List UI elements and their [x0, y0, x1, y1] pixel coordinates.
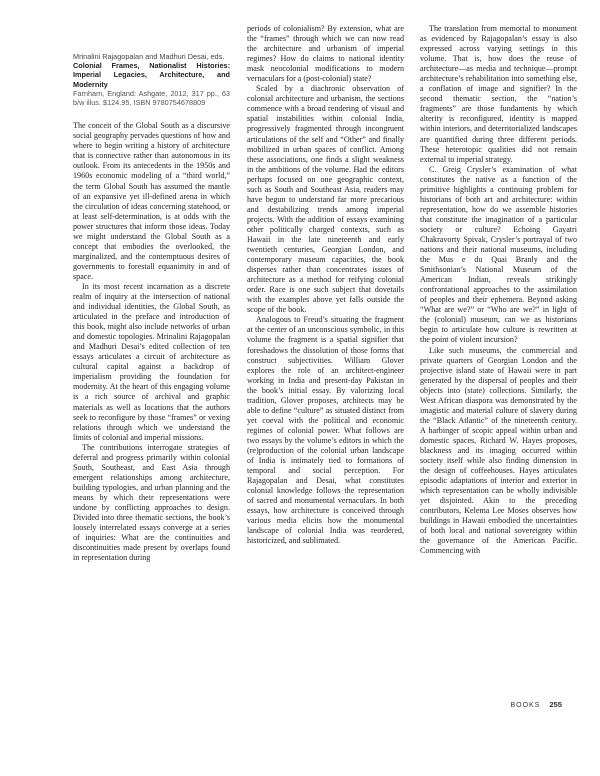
paragraph: The translation from memorial to monument as evidenced by Rajagopalan’s essay is also expressed across varying settings in this volume. That is, how does the reuse of architecture—as media and technique—prompt architecture’s rehabilitation into something else, a conflation of image and signifier? In the second thematic section, the “nation’s fragments” are those fundaments by which alterity is reconfigured, identity is mapped within interiors, and deterritorialized landscapes are quantified during three different periods. These heterotopic qualities did not remain external to imperial strategy.: [420, 24, 577, 164]
paragraph: Analogous to Freud’s situating the fragment at the center of an unconscious symbolic, in this volume the fragment is a spatial signifier that foreshadows the dissolution of those forms that construct subjectivities. William Glover explores the role of an architect-engineer working in India and present-day Pakistan in the book’s initial essay. By valorizing local tradition, Glover proposes, architects may be able to define “culture” as situated distinct from yet coeval with the political and economic regimes of colonial power. What follows are two essays by the volume’s editors in which the (re)production of the colonial urban landscape of India is intimately tied to formations of temporal and social perception. For Rajagopalan and Desai, what constitutes colonial knowledge follows the representation of sacred and monumental vernaculars. In both essays, how architecture is conceived through various media elicits how the monumental landscape of colonial India was reordered, historicized, and sublimated.: [247, 315, 404, 546]
page-footer: [510, 700, 562, 709]
column-2: [247, 24, 404, 546]
paragraph: Scaled by a diachronic observation of colonial architecture and urbanism, the sections commence with a broad rendering of visual and spatial instabilities within colonial India, progressively fragmented through incongruent articulations of the self and “Other” and finally mobilized in urban spaces of conflict. Among these associations, one finds a slight weakness in the ambitions of the volume. Had the editors perhaps focused on one geographic context, such as South and Southeast Asia, readers may have begun to understand far more precarious and destabilizing trends among imperial projects. With the addition of essays examining other politically charged contexts, such as Hawaii in the late nineteenth and early twentieth centuries, Georgian London, and contemporary museum capacities, the book disperses rather than concentrates issues of architecture as a method for reifying colonial order. Race is one such subject that dovetails with the examples above yet falls outside the scope of the book.: [247, 84, 404, 315]
footer-section-label: BOOKS: [510, 702, 541, 709]
column-3: [420, 24, 577, 556]
review-authors: Mrinalini Rajagopalan and Madhuri Desai, eds.: [73, 52, 225, 61]
review-header: [73, 52, 230, 107]
review-book-title: Colonial Frames, Nationalist Histories: Imperial Legacies, Architecture, and Modernity: [73, 61, 230, 89]
paragraph: In its most recent incarnation as a discrete realm of inquiry at the intersection of national and individual identities, the Global South, as articulated in the preface and introduction of this book, might also include networks of urban and domestic topologies. Mrinalini Rajagopalan and Madhuri Desai’s edited collection of ten essays articulates a circuit of architecture as cultural capital against a backdrop of imperialism providing the foundation for modernity. At the heart of this engaging volume is a rich source of archival and graphic materials as well as locations that the authors seek to reconfigure by those “frames” or vexing relations through which we understand the limits of colonial and imperial missions.: [73, 281, 230, 442]
page-number: 255: [549, 700, 562, 709]
paragraph: C. Greig Crysler’s examination of what constitutes the native as a function of the primitive highlights a continuing problem for historians of both art and architecture: within representation, how do we assemble histories that constitute the imagination of a particular society or culture? Echoing Gayatri Chakravorty Spivak, Crysler’s portrayal of two nations and their national museums, including the Mus e du Quai Branly and the Smithsonian’s National Museum of the American Indian, reveals strikingly confrontational approaches to the assimilation of peoples and their ephemera. Beyond asking “What are we?” or “Who are we?” in light of the (colonial) museum, can we as historians begin to articulate how culture is rewritten at the point of violent incursion?: [420, 164, 577, 345]
paragraph: periods of colonialism? By extension, what are the “frames” through which we can now read the architecture and urbanism of imperial regimes? How do claims to national identity mask neocolonial modifications to modern vernaculars for a (post-colonial) state?: [247, 24, 404, 84]
review-publication-info: Farnham, England: Ashgate, 2012, 317 pp., 63 b/w illus. $124.95, ISBN 9780754678809: [73, 88, 230, 108]
paragraph: The contributions interrogate strategies of deferral and progress primarily within colonial South, Southeast, and East Asia through emergent relationships among architecture, building typologies, and urban planning and the means by which their representations were undone by conflicting approaches to design. Divided into three thematic sections, the book’s loosely interrelated essays converge at a series of inquiries: What are the continuities and discontinuities made present by overlaps found in representation during: [73, 442, 230, 563]
column-1: [73, 52, 230, 563]
paragraph: Like such museums, the commercial and private quarters of Georgian London and the projective island state of Hawaii were in part generated by the dispersal of peoples and their objects into (state) collections. Similarly, the West African diaspora was demonstrated by the imagistic and material culture of slavery during the “Black Atlantic” of the nineteenth century. A harbinger of scopic appeal within urban and domestic spaces, Richard W. Hayes proposes, blackness and its imaging occurred within society itself while also finding dimension in the design of coffeehouses. Hayes articulates episodic adaptations of interior and exterior in which representation can be wholly indivisible yet disjointed. Akin to the preceding contributors, Kelema Lee Moses observes how buildings in Hawaii embodied the uncertainties of both local and national sovereignty within the governance of the American Pacific. Commencing with: [420, 345, 577, 556]
paragraph: The conceit of the Global South as a discursive social geography pervades questions of how and where to begin writing a history of architecture that is connective rather than autonomous in its outlook. From its antecedents in the 1950s and 1960s economic modeling of a “third world,” the term Global South has assumed the mantle of an expansive yet ill-defined arena in which the circulation of ideas concerning statehood, or at least self-determination, is at odds with the power structures that inform those ideas. Today we might understand the Global South as a concept that embodies the overlooked, the marginalized, and the contemptuous desires of governments to forestall equanimity in and of space.: [73, 121, 230, 281]
